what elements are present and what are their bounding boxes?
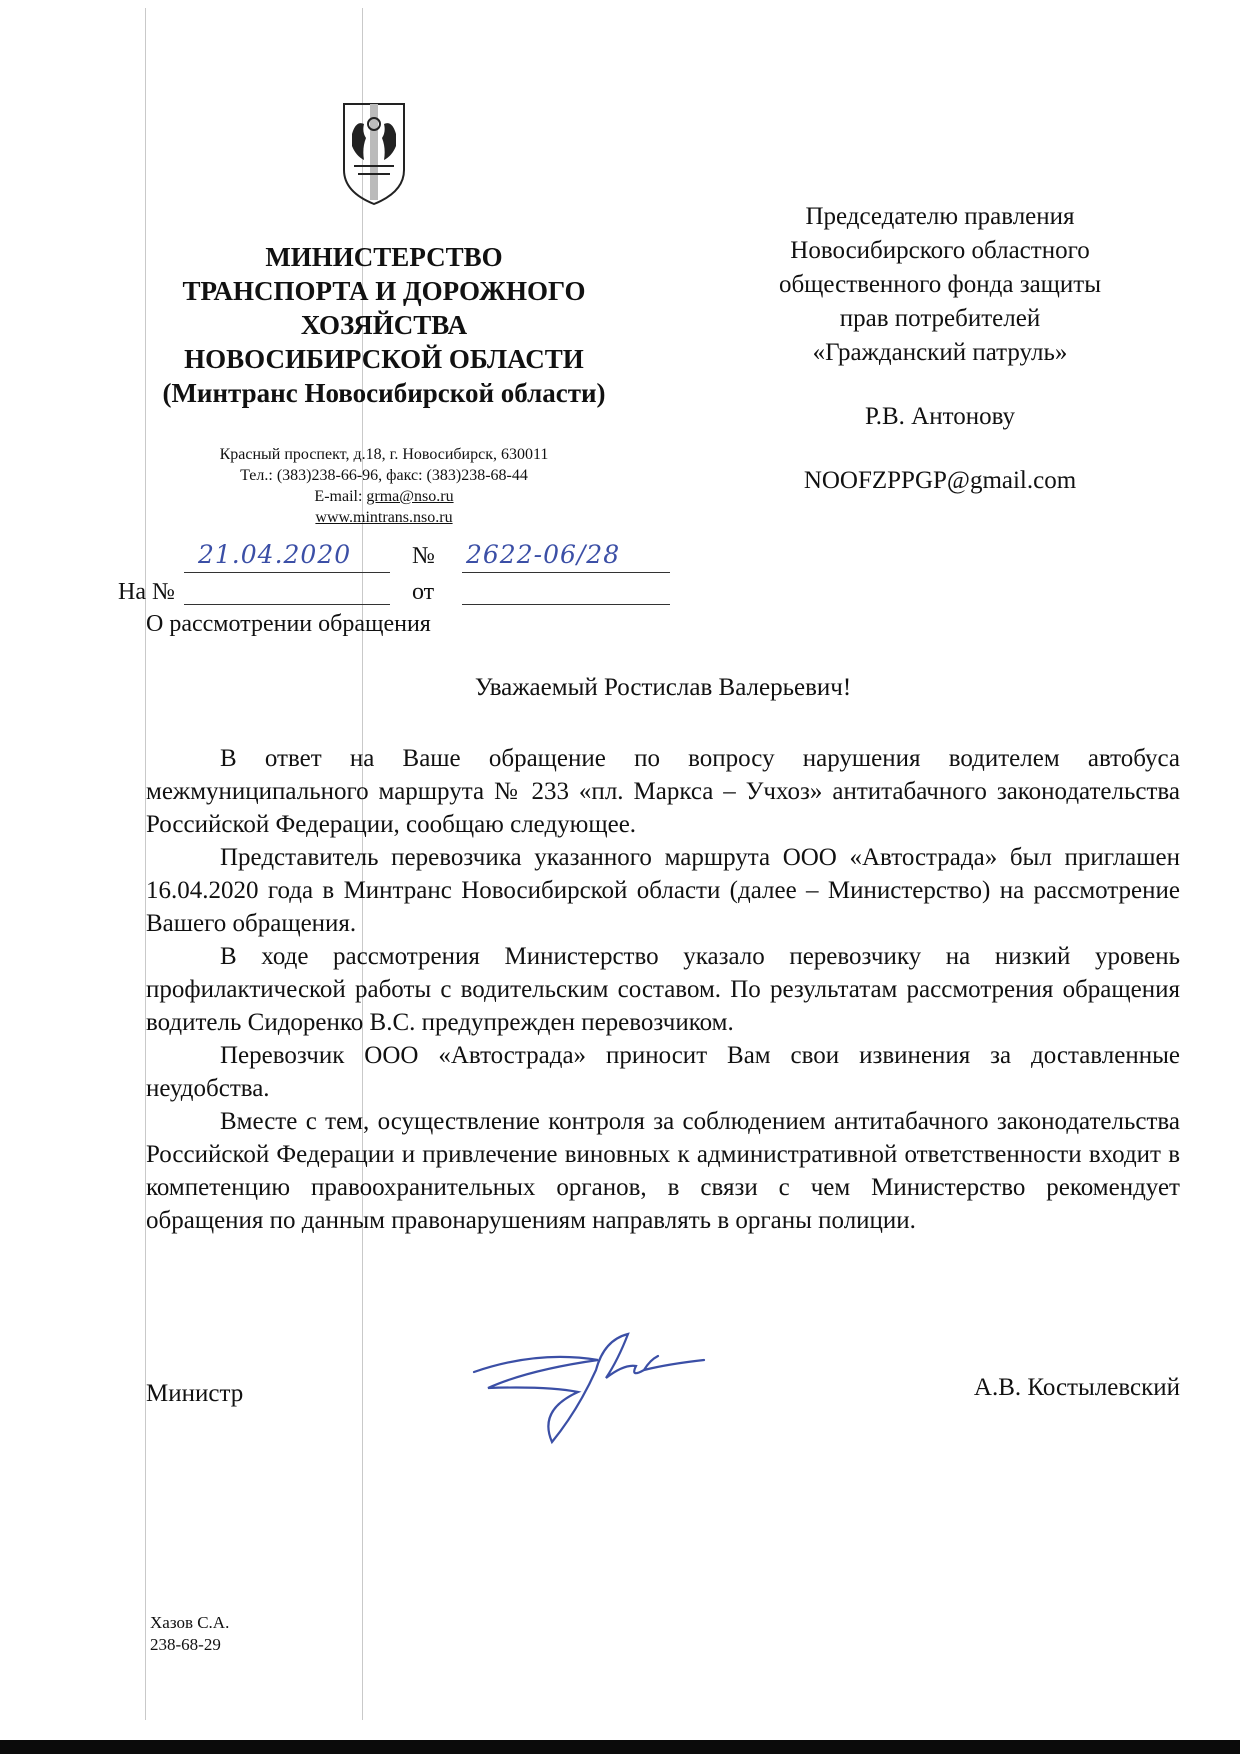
- ministry-phone: Тел.: (383)238-66-96, факс: (383)238-68-44: [240, 467, 528, 484]
- ministry-short-name: (Минтранс Новосибирской области): [162, 378, 606, 408]
- signatory-name: А.В. Костылевский: [973, 1374, 1180, 1401]
- number-sign: №: [412, 543, 435, 569]
- ministry-email-line: [120, 486, 648, 507]
- paragraph-4: Перевозчик ООО «Автострада» приносит Вам свои извинения за доставленные неудобства.: [146, 1042, 1180, 1102]
- addressee-line-4: прав потребителей: [839, 305, 1041, 332]
- ministry-contacts: [120, 444, 648, 528]
- addressee-line-1: Председателю правления: [805, 203, 1075, 230]
- from-blank: [462, 604, 670, 605]
- ministry-line-3: ХОЗЯЙСТВА: [300, 310, 468, 340]
- email-label: E-mail:: [314, 488, 367, 505]
- greeting: Уважаемый Ростислав Валерьевич!: [474, 674, 852, 701]
- ministry-website-link[interactable]: www.mintrans.nso.ru: [315, 509, 453, 526]
- paragraph-1: В ответ на Ваше обращение по вопросу нарушения водителем автобуса межмуниципального маршрута № 233 «пл. Маркса – Учхоз» антитабачного законодательства Российской Федерации, сообщаю следующее.: [146, 745, 1180, 838]
- registration-number: 2622-06/28: [466, 540, 621, 569]
- paragraph-3: В ходе рассмотрения Министерство указало перевозчику на низкий уровень профилактической работы с водительским составом. По результатам рассмотрения обращения водитель Сидоренко В.С. предупрежден перевозчиком.: [146, 943, 1180, 1036]
- paragraph-2: Представитель перевозчика указанного маршрута ООО «Автострада» был приглашен 16.04.2020 года в Минтранс Новосибирской области (далее – Министерство) на рассмотрение Вашего обращения.: [146, 844, 1180, 937]
- addressee-email: NOOFZPPGP@gmail.com: [803, 467, 1077, 494]
- number-underline: [462, 572, 670, 573]
- paragraph-5: Вместе с тем, осуществление контроля за соблюдением антитабачного законодательства Российской Федерации и привлечение виновных к административной ответственности входит в компетенцию правоохранительных органов, в связи с чем Министерство рекомендует обращения по данным правонарушениям направлять в органы полиции.: [146, 1108, 1180, 1234]
- signatory-title: Министр: [146, 1380, 244, 1407]
- scan-bottom-edge: [0, 1740, 1240, 1754]
- addressee-block: [730, 200, 1150, 498]
- ministry-email-link[interactable]: grma@nso.ru: [366, 488, 454, 505]
- reply-to-blank: [184, 604, 390, 605]
- reply-to-label: На №: [118, 579, 175, 605]
- ministry-line-4: НОВОСИБИРСКОЙ ОБЛАСТИ: [184, 344, 584, 374]
- executor-block: [150, 1612, 229, 1656]
- letter-body: [146, 742, 1180, 1237]
- addressee-line-5: «Гражданский патруль»: [812, 339, 1068, 366]
- registration-date: 21.04.2020: [198, 540, 352, 569]
- ministry-address: Красный проспект, д.18, г. Новосибирск, 630011: [219, 446, 549, 463]
- executor-name: Хазов С.А.: [150, 1613, 230, 1632]
- from-label: от: [412, 579, 435, 605]
- ministry-heading: [120, 240, 648, 410]
- letter-subject: О рассмотрении обращения: [146, 611, 431, 637]
- handwritten-signature: [468, 1330, 708, 1450]
- coat-of-arms-icon: [340, 100, 408, 208]
- addressee-line-3: общественного фонда защиты: [778, 271, 1102, 298]
- ministry-line-1: МИНИСТЕРСТВО: [265, 242, 503, 272]
- addressee-name: Р.В. Антонову: [864, 403, 1016, 430]
- date-underline: [184, 572, 390, 573]
- addressee-line-2: Новосибирского областного: [790, 237, 1090, 264]
- ministry-line-2: ТРАНСПОРТА И ДОРОЖНОГО: [182, 276, 586, 306]
- executor-phone: 238-68-29: [150, 1635, 221, 1654]
